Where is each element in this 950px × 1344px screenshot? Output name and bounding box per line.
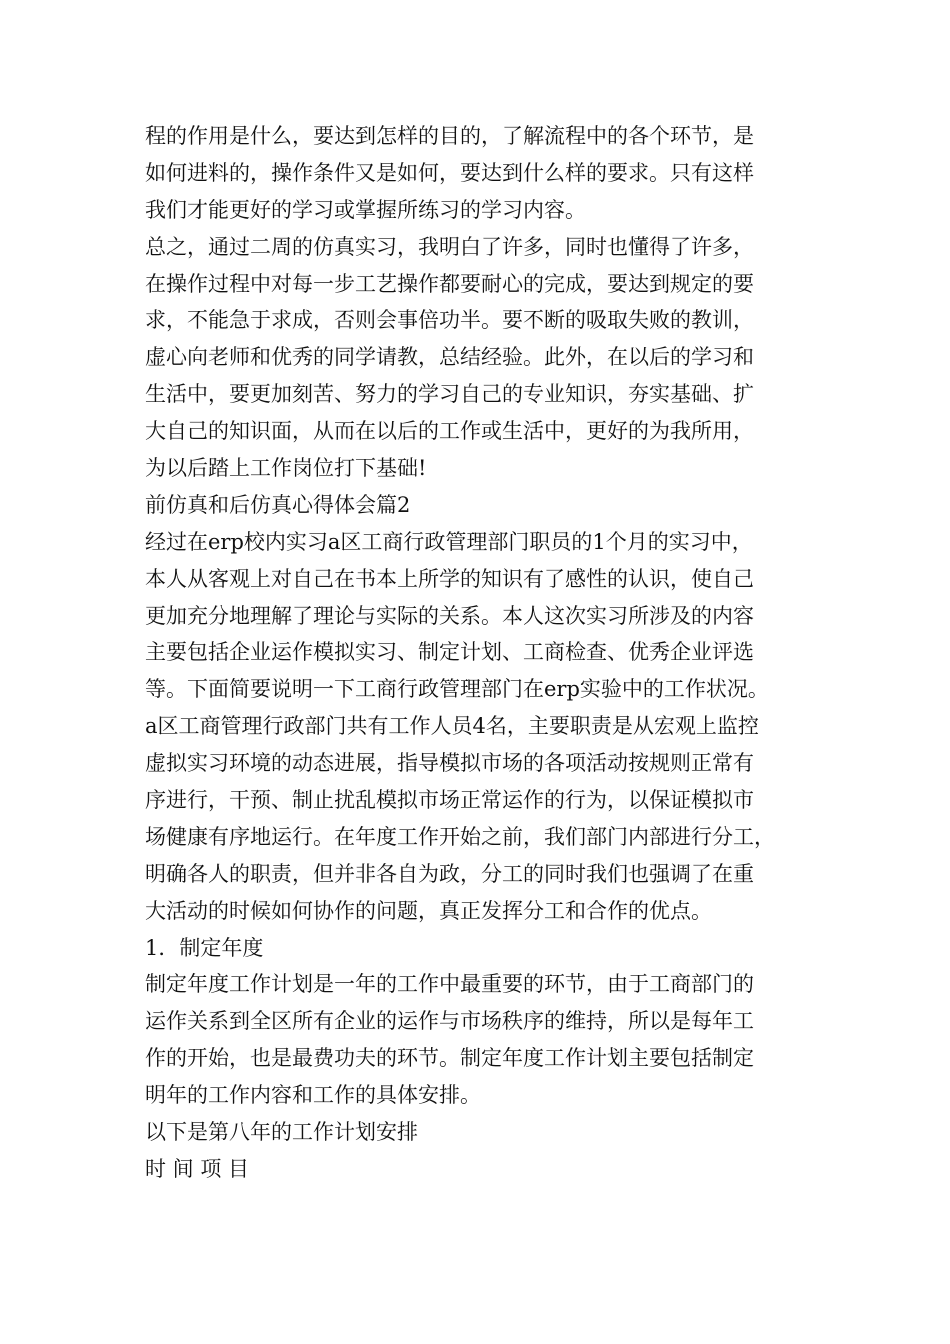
text-line: 求，不能急于求成，否则会事倍功半。要不断的吸取失败的教训，: [145, 308, 754, 333]
text-line: 大自己的知识面，从而在以后的工作或生活中，更好的为我所用，: [145, 419, 754, 444]
text-line: 虚心向老师和优秀的同学请教，总结经验。此外，在以后的学习和: [145, 345, 754, 370]
section-heading: 前仿真和后仿真心得体会篇2: [145, 492, 411, 517]
numbered-heading: 1．制定年度: [145, 935, 264, 960]
body-text: [145, 118, 825, 1188]
text-line: 更加充分地理解了理论与实际的关系。本人这次实习所涉及的内容: [145, 603, 754, 628]
text-line: 程的作用是什么，要达到怎样的目的，了解流程中的各个环节，是: [145, 124, 754, 148]
text-line: 为以后踏上工作岗位打下基础!: [145, 456, 427, 481]
text-line: 作的开始，也是最费功夫的环节。制定年度工作计划主要包括制定: [145, 1046, 754, 1071]
table-header-line: 时 间 项 目: [145, 1156, 250, 1181]
text-line: 运作关系到全区所有企业的运作与市场秩序的维持，所以是每年工: [145, 1009, 754, 1034]
text-line: 制定年度工作计划是一年的工作中最重要的环节，由于工商部门的: [145, 972, 754, 997]
text-line: 场健康有序地运行。在年度工作开始之前，我们部门内部进行分工，: [145, 824, 775, 849]
text-line: 明年的工作内容和工作的具体安排。: [145, 1083, 481, 1108]
text-line: 如何进料的，操作条件又是如何，要达到什么样的要求。只有这样: [145, 160, 754, 185]
text-line: 经过在erp校内实习a区工商行政管理部门职员的1个月的实习中，: [145, 529, 753, 554]
text-line: 总之，通过二周的仿真实习，我明白了许多，同时也懂得了许多，: [145, 234, 754, 259]
text-line: 我们才能更好的学习或掌握所练习的学习内容。: [145, 197, 586, 222]
text-line: a区工商管理行政部门共有工作人员4名，主要职责是从宏观上监控: [145, 714, 759, 739]
text-line: 主要包括企业运作模拟实习、制定计划、工商检查、优秀企业评选: [145, 640, 754, 665]
text-line: 明确各人的职责，但并非各自为政，分工的同时我们也强调了在重: [145, 861, 754, 886]
text-line: 虚拟实习环境的动态进展，指导模拟市场的各项活动按规则正常有: [145, 751, 754, 776]
text-line: 大活动的时候如何协作的问题，真正发挥分工和合作的优点。: [145, 898, 712, 923]
text-line: 等。下面简要说明一下工商行政管理部门在erp实验中的工作状况。: [145, 677, 769, 702]
text-line: 本人从客观上对自己在书本上所学的知识有了感性的认识，使自己: [145, 566, 754, 591]
text-line: 序进行，干预、制止扰乱模拟市场正常运作的行为，以保证模拟市: [145, 788, 754, 813]
text-line: 在操作过程中对每一步工艺操作都要耐心的完成，要达到规定的要: [145, 271, 754, 296]
text-line: 生活中，要更加刻苦、努力的学习自己的专业知识，夯实基础、扩: [145, 382, 754, 407]
text-line: 以下是第八年的工作计划安排: [145, 1120, 418, 1145]
